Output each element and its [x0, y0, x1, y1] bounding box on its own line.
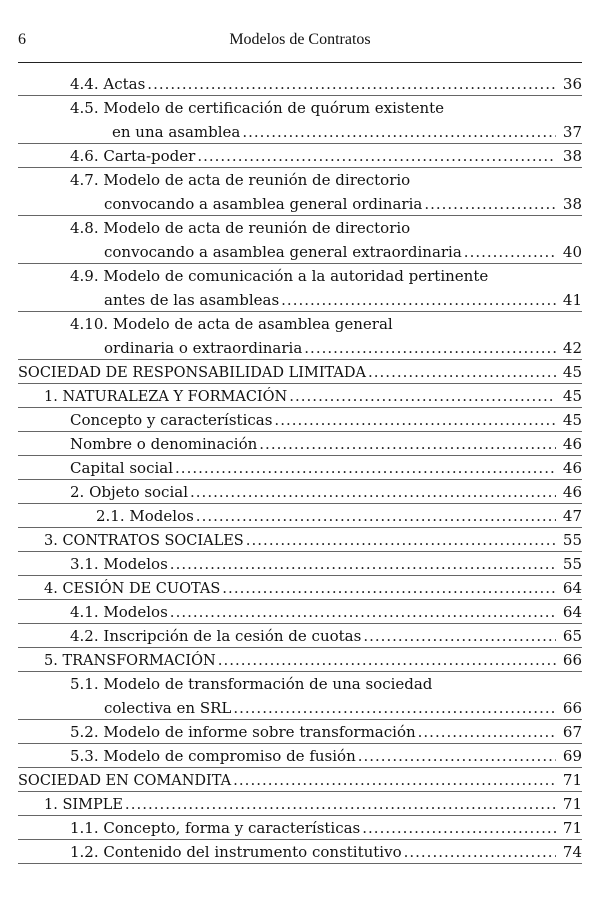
toc-page-number: 38: [562, 195, 582, 213]
toc-page-number: 45: [562, 387, 582, 405]
toc-entry-title: SOCIEDAD EN COMANDITA: [18, 773, 232, 789]
toc-page-number: 36: [562, 75, 582, 93]
toc-page-number: 41: [562, 291, 582, 309]
dot-leader: [304, 336, 556, 360]
toc-entry-continuation: convocando a asamblea general ordinaria: [104, 195, 423, 213]
toc-page-number: 46: [562, 483, 582, 501]
dot-leader: [424, 192, 556, 216]
toc-entry-title: 1. SIMPLE: [44, 797, 123, 813]
dot-leader: [358, 744, 556, 768]
dot-leader: [259, 432, 556, 456]
dot-leader: [147, 72, 556, 96]
page-header: [18, 31, 582, 57]
toc-entry-title: 4.10. Modelo de acta de asamblea general: [70, 315, 393, 333]
toc-entry-title: 4.5. Modelo de certificación de quórum existente: [70, 99, 445, 117]
toc-page-number: 55: [562, 531, 582, 549]
toc-page-number: 71: [562, 819, 582, 837]
dot-leader: [125, 792, 556, 816]
toc-entry-title: 4.1. Modelos: [70, 603, 168, 621]
dot-leader: [289, 384, 556, 408]
toc-entry: [0, 792, 600, 816]
toc-entry: [0, 72, 600, 96]
toc-entry: [0, 528, 600, 552]
dot-leader: [274, 408, 556, 432]
toc-entry-title: 4.2. Inscripción de la cesión de cuotas: [70, 627, 362, 645]
toc-entry: [0, 624, 600, 648]
toc-entry-title: 2. Objeto social: [70, 483, 189, 501]
dot-leader: [190, 480, 556, 504]
toc-entry: [0, 360, 600, 384]
dot-leader: [363, 624, 556, 648]
toc-entry: [0, 168, 600, 216]
dot-leader: [218, 648, 556, 672]
dot-leader: [242, 120, 556, 144]
toc-entry-title: 4.6. Carta-poder: [70, 147, 196, 165]
toc-entry-title: SOCIEDAD DE RESPONSABILIDAD LIMITADA: [18, 365, 366, 381]
toc-entry-title: 1.2. Contenido del instrumento constitutivo: [70, 843, 402, 861]
toc-entry-continuation: convocando a asamblea general extraordinaria: [104, 243, 462, 261]
toc-page-number: 38: [562, 147, 582, 165]
toc-entry: [0, 264, 600, 312]
toc-entry-title: 5. TRANSFORMACIÓN: [44, 653, 216, 669]
toc-page-number: 65: [562, 627, 582, 645]
dot-leader: [197, 144, 556, 168]
dot-leader: [418, 720, 556, 744]
toc-page-number: 46: [562, 435, 582, 453]
dot-leader: [246, 528, 556, 552]
toc-entry: [0, 840, 600, 864]
toc-entry-continuation: antes de las asambleas: [104, 291, 280, 309]
toc-page-number: 55: [562, 555, 582, 573]
dot-leader: [464, 240, 556, 264]
toc-page-number: 45: [562, 363, 582, 381]
toc-entry-title: 4. CESIÓN DE CUOTAS: [44, 581, 221, 597]
toc-entry-title: 3.1. Modelos: [70, 555, 168, 573]
dot-leader: [196, 504, 556, 528]
toc-entry: [0, 504, 600, 528]
dot-leader: [233, 696, 556, 720]
row-divider: [18, 863, 582, 864]
toc-entry: [0, 96, 600, 144]
toc-entry-title: 5.3. Modelo de compromiso de fusión: [70, 747, 356, 765]
toc-entry: [0, 576, 600, 600]
toc-page-number: 71: [562, 795, 582, 813]
table-of-contents: [0, 72, 600, 864]
header-rule: [18, 62, 582, 63]
dot-leader: [175, 456, 556, 480]
toc-entry: [0, 144, 600, 168]
toc-entry: [0, 744, 600, 768]
dot-leader: [222, 576, 556, 600]
dot-leader: [170, 600, 556, 624]
toc-page-number: 74: [562, 843, 582, 861]
toc-page-number: 37: [562, 123, 582, 141]
toc-entry: [0, 432, 600, 456]
toc-page-number: 71: [562, 771, 582, 789]
toc-entry-title: 4.7. Modelo de acta de reunión de directorio: [70, 171, 411, 189]
toc-entry-title: 4.8. Modelo de acta de reunión de directorio: [70, 219, 411, 237]
toc-page-number: 66: [562, 651, 582, 669]
toc-page-number: 46: [562, 459, 582, 477]
book-title: Modelos de Contratos: [229, 31, 371, 48]
toc-entry-title: 1. NATURALEZA Y FORMACIÓN: [44, 389, 288, 405]
toc-page-number: 69: [562, 747, 582, 765]
toc-page-number: 64: [562, 603, 582, 621]
dot-leader: [281, 288, 556, 312]
toc-entry: [0, 552, 600, 576]
toc-entry: [0, 816, 600, 840]
toc-entry-continuation: ordinaria o extraordinaria: [104, 339, 303, 357]
toc-entry: [0, 312, 600, 360]
toc-entry-title: Concepto y características: [70, 411, 273, 429]
toc-entry-title: 5.1. Modelo de transformación de una sociedad: [70, 675, 433, 693]
dot-leader: [368, 360, 556, 384]
toc-page-number: 45: [562, 411, 582, 429]
toc-page-number: 40: [562, 243, 582, 261]
toc-entry: [0, 672, 600, 720]
toc-entry-title: 2.1. Modelos: [96, 507, 194, 525]
toc-entry-continuation: colectiva en SRL: [104, 699, 232, 717]
dot-leader: [170, 552, 556, 576]
toc-entry: [0, 720, 600, 744]
toc-entry-title: 1.1. Concepto, forma y características: [70, 819, 361, 837]
toc-entry-title: Capital social: [70, 459, 174, 477]
toc-entry: [0, 648, 600, 672]
toc-entry: [0, 600, 600, 624]
page-number: 6: [18, 31, 26, 48]
dot-leader: [404, 840, 556, 864]
toc-entry: [0, 480, 600, 504]
toc-entry-title: 5.2. Modelo de informe sobre transformación: [70, 723, 416, 741]
toc-page-number: 64: [562, 579, 582, 597]
dot-leader: [362, 816, 556, 840]
dot-leader: [233, 768, 556, 792]
toc-entry: [0, 408, 600, 432]
toc-page-number: 42: [562, 339, 582, 357]
toc-entry: [0, 456, 600, 480]
toc-page-number: 66: [562, 699, 582, 717]
toc-page-number: 67: [562, 723, 582, 741]
toc-entry: [0, 216, 600, 264]
toc-entry: [0, 384, 600, 408]
toc-entry-title: 4.9. Modelo de comunicación a la autoridad pertinente: [70, 267, 489, 285]
toc-entry-continuation: en una asamblea: [112, 123, 241, 141]
toc-entry: [0, 768, 600, 792]
toc-entry-title: 3. CONTRATOS SOCIALES: [44, 533, 244, 549]
toc-entry-title: 4.4. Actas: [70, 75, 146, 93]
toc-page-number: 47: [562, 507, 582, 525]
toc-entry-title: Nombre o denominación: [70, 435, 258, 453]
